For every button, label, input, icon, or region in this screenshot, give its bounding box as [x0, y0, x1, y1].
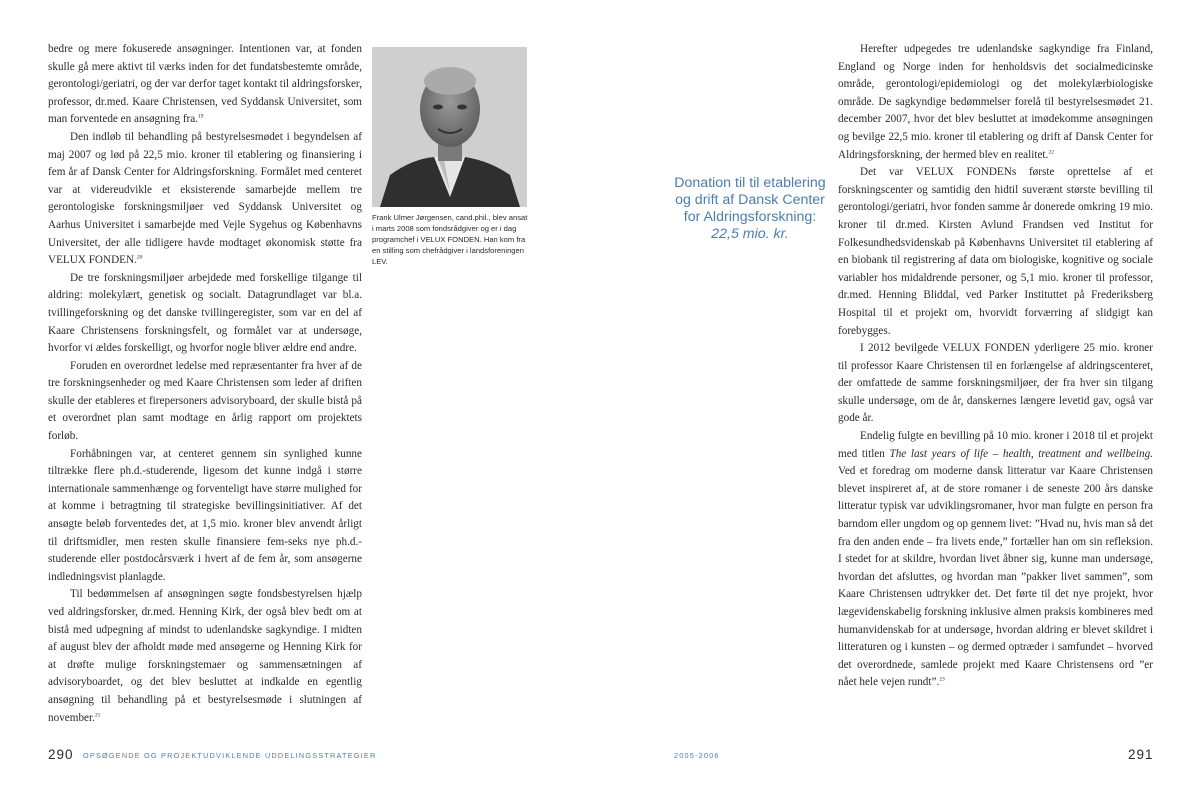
right-text-column [838, 41, 1153, 692]
running-title: OPSØGENDE OG PROJEKTUDVIKLENDE UDDELINGSSTRATEGIER [83, 751, 377, 760]
page-number-left: 290 [48, 747, 74, 762]
paragraph: I 2012 bevilgede VELUX FONDEN yderligere 25 mio. kroner til professor Kaare Christensen til en forlængelse af aldringscenteret, der omfattede de samme forskningsmiljøer, der fra hver sin tilgang skulle undersøge, om de år, danskernes længere levetid gav, også var gode år. [838, 342, 1153, 425]
page-number-right: 291 [1128, 747, 1154, 762]
footnote-ref: 21 [94, 711, 101, 718]
paragraph: Til bedømmelsen af ansøgningen søgte fondsbestyrelsen hjælp ved aldringsforsker, dr.med. Henning Kirk, der også blev bedt om at bistå med udpegning af mindst to udenlandske sagkyndige. I midten af august blev der afholdt møde med ansøgerne og Henning Kirk for at drøfte mulige forskningstemaer og sammensætningen af advisoryboardet, og det blev besluttet at indkalde en egentlig ansøgning til behandling på et bestyrelsesmøde i slutningen af november.$^{21}$ [48, 588, 362, 724]
paragraph: Det var VELUX FONDENs første oprettelse af et forskningscenter og samtidig den hidtil suverænt største bevilling til gerontologi/geriatri, hvor fonden samme år donerede omkring 19 mio. kroner til dr.med. Kirsten Avlund Frandsen ved Institut for Folkesundhedsvidenskab på Københavns Universitet til etablering af en biobank til registrering af data om biologiske, kognitive og sociale variabler hos midaldrende personer, og 5,1 mio. kroner til professor, dr.med. Henning Bliddal, ved Parker Instituttet på Frederiksberg Hospital til et projekt om, hvorvidt forværring af slidgigt kan forebygges. [838, 166, 1153, 337]
left-text-column [48, 41, 362, 727]
running-years: 2005-2006 [674, 751, 720, 760]
paragraph: Forhåbningen var, at centeret gennem sin synlighed kunne tiltrække flere ph.d.-studerende, ligesom det kunne indgå i større internationale sammenhænge og forventeligt have større mulighed for at komme i betragtning til strategiske bevillingsinitiativer. Af det ansøgte beløb forventedes det, at 1,5 mio. kroner blev anvendt årligt til driftsmidler, men resten skulle finansiere fem-seks nye ph.d.-studerende eller postdocårsværk i hvert af de fem år, som ansøgerne indledningsvist planlagde. [48, 447, 362, 583]
portrait-illustration [372, 47, 527, 207]
footnote-ref: 19 [198, 113, 204, 120]
paragraph: Endelig fulgte en bevilling på 10 mio. kroner i 2018 til et projekt med titlen The last years of life – health, treatment and wellbeing. Ved et foredrag om moderne dansk litteratur var Kaare Christensen blevet inspireret af, at de store romaner i de seneste 200 års danske litteratur typisk var udviklingsromaner, hvor man fulgte en person fra barndom eller ungdom og op gennem livet: ”Hvad nu, hvis man så det fra den anden ende – fra livets ende,” fortæller han om sin refleksion. I stedet for at skildre, hvordan livet åbner sig, kunne man undersøge, hvordan det afsluttes, og hvordan man ”pakker livet sammen”, som Kaare Christensen udtrykker det. Det førte til det nye projekt, hvor lægevidenskabelig forskning inklusive almen praksis kombineres med humanvidenskab for at undersøge, hvordan aldring er blevet skildret i litteraturen og i kunsten – og dermed optræder i samfundet – hvorved det overordnede, samlede projekt med Kaare Christensens ord ”er nået hele vejen rundt”.$^{23}$ [838, 430, 1153, 689]
footnote-ref: 23 [939, 676, 945, 683]
paragraph: De tre forskningsmiljøer arbejdede med forskellige tilgange til aldring: molekylært, genetisk og socialt. Datagrundlaget var bl.a. tvillingeforskning og det danske tvillingeregister, som var en del af Kaare Christensens forskningsfelt, og formålet var at undersøge, hvorfor vi ældes forskelligt, og hvorfor nogle bliver ældre end andre. [48, 271, 362, 355]
pull-quote-text: Donation til til etablering og drift af Dansk Center for Aldringsforskning: [674, 175, 826, 225]
paragraph: Herefter udpegedes tre udenlandske sagkyndige fra Finland, England og Norge inden for henholdsvis det socialmedicinske område, gerontologi/epidemiologi og det molekylærbiologiske område. De sagkyndige bedømmelser forelå til bestyrelsesmødet 21. december 2007, hvor det blev besluttet at imødekomme ansøgningen og bevilge 22,5 mio. kroner til etablering og drift af Dansk Center for Aldringsforskning, der hermed blev en realitet.$^{22}$ [838, 43, 1153, 161]
pull-quote [672, 175, 828, 243]
portrait-photo [372, 47, 527, 207]
pull-quote-amount: 22,5 mio. kr. [711, 226, 789, 242]
photo-caption: Frank Ulmer Jørgensen, cand.phil., blev ansat i marts 2008 som fondsrådgiver og er i dag programchef i VELUX FONDEN. Han kom fra en stilling som chefrådgiver i landsforeningen LEV. [372, 213, 528, 266]
footnote-ref: 22 [1048, 148, 1054, 155]
paragraph: Den indløb til behandling på bestyrelsesmødet i begyndelsen af maj 2007 og lød på 22,5 mio. kroner til etablering og finansiering i fem år af Dansk Center for Aldringsforskning. Formålet med centeret var at videreudvikle et eksisterende samarbejde mellem tre gerontologiske forskningsmiljøer ved Syddansk Universitet og Aarhus Universitet i samarbejde med Vejle Sygehus og Københavns Universitet, der alle tidligere havde modtaget økonomisk støtte fra VELUX FONDEN.$^{20}$ [48, 130, 362, 267]
paragraph: bedre og mere fokuserede ansøgninger. Intentionen var, at fonden skulle gå mere aktivt til værks inden for det fundatsbestemte område, gerontologi/geriatri, og der var derfor taget kontakt til aldringsforsker, professor, dr.med. Kaare Christensen, ved Syddansk Universitet, som man forventede en ansøgning fra.$^{19}$ [48, 43, 362, 126]
paragraph: Foruden en overordnet ledelse med repræsentanter fra hver af de tre forskningsenheder og med Kaare Christensen som leder af driften skulle der etableres et firepersoners advisoryboard, der skulle bistå på et overordnet plan samt modtage en årlig rapport om projektets forløb. [48, 359, 362, 443]
footnote-ref: 20 [136, 254, 143, 261]
project-title: The last years of life – health, treatment and wellbeing. [889, 447, 1153, 460]
